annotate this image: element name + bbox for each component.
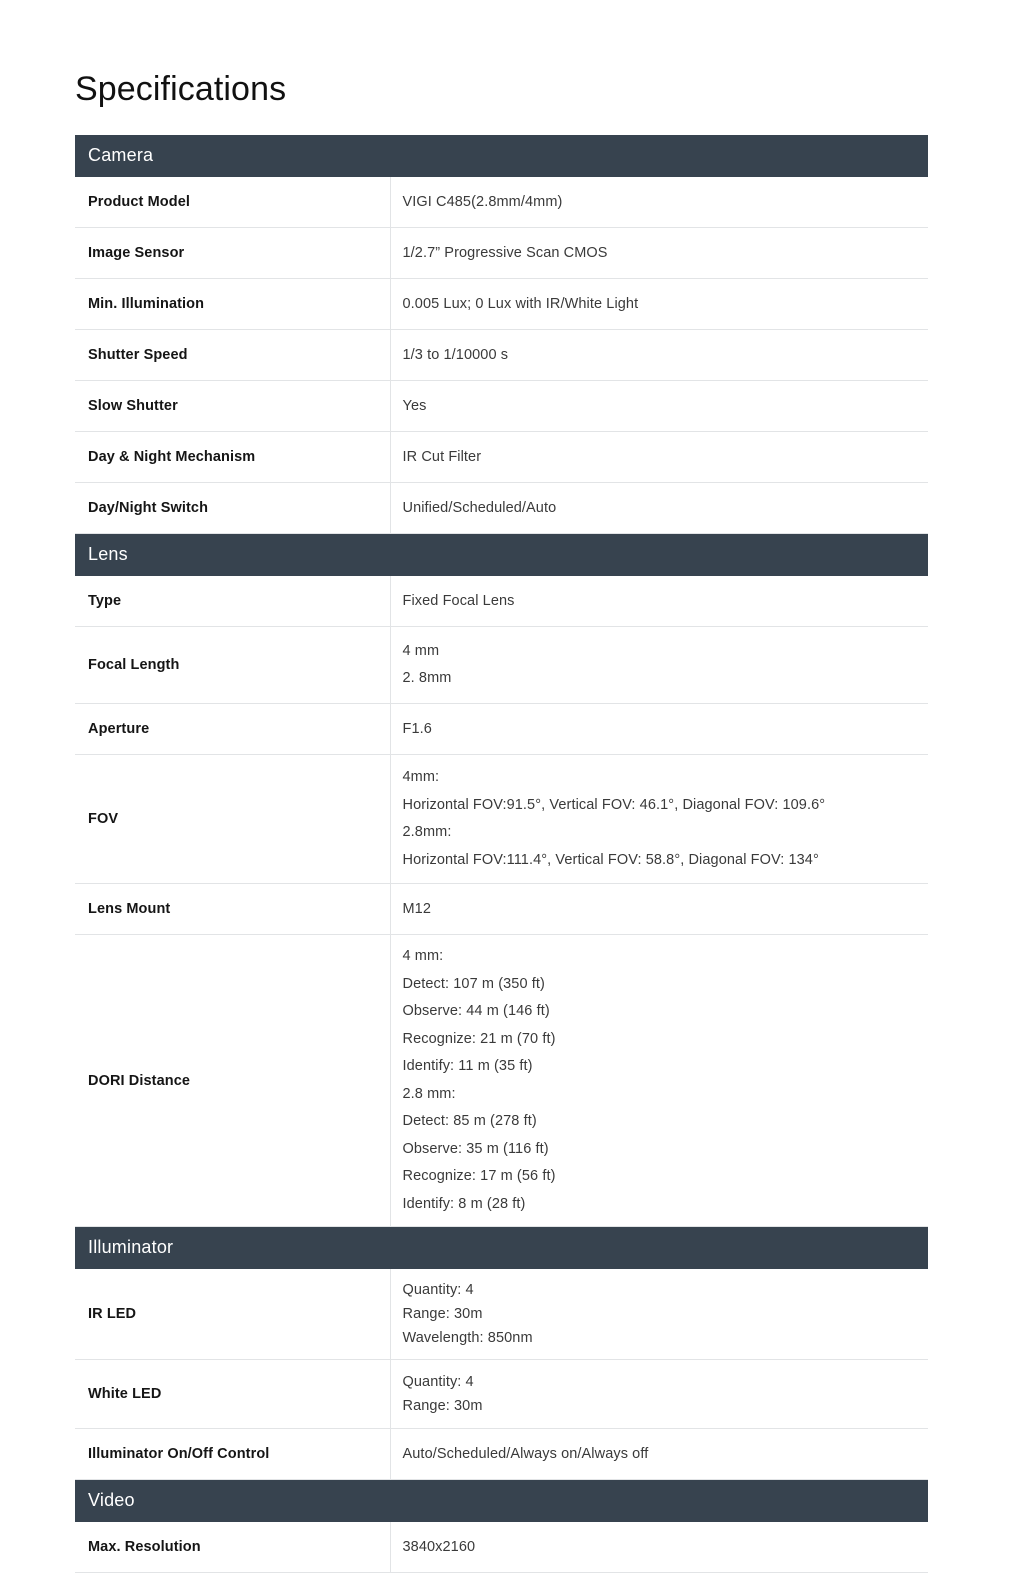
spec-label: Product Model (75, 177, 390, 228)
spec-value-line: Horizontal FOV:111.4°, Vertical FOV: 58.8°, Diagonal FOV: 134° (402, 851, 819, 868)
spec-row (75, 381, 928, 432)
spec-value: VIGI C485(2.8mm/4mm) (390, 177, 928, 228)
spec-value-lines (403, 1278, 919, 1350)
spec-row (75, 1522, 928, 1573)
spec-value-line: Observe: 35 m (116 ft) (402, 1140, 549, 1157)
spec-row (75, 627, 928, 704)
section-header-title: Camera (75, 135, 928, 177)
spec-row (75, 1429, 928, 1480)
spec-value: M12 (390, 884, 928, 935)
spec-label: Illuminator On/Off Control (75, 1429, 390, 1480)
spec-value-line: Detect: 85 m (278 ft) (402, 1113, 537, 1130)
spec-value: 1/3 to 1/10000 s (390, 330, 928, 381)
spec-value-line: Quantity: 4 (402, 1374, 474, 1391)
spec-value-lines (403, 943, 919, 1218)
section-header-title: Video (75, 1480, 928, 1523)
spec-value: Fixed Focal Lens (390, 576, 928, 627)
spec-value (390, 1360, 928, 1429)
spec-value-line: 2.8mm: (402, 824, 452, 841)
spec-value-lines (403, 638, 919, 693)
spec-label: FOV (75, 755, 390, 884)
spec-label: Day/Night Switch (75, 483, 390, 534)
spec-value: Unified/Scheduled/Auto (390, 483, 928, 534)
spec-value-line: 2.8 mm: (402, 1085, 456, 1102)
spec-row (75, 884, 928, 935)
spec-label: Min. Illumination (75, 279, 390, 330)
spec-value-line: 4 mm: (402, 948, 444, 965)
specifications-table (75, 135, 928, 1573)
spec-label: Max. Resolution (75, 1522, 390, 1573)
spec-label: IR LED (75, 1269, 390, 1360)
spec-value: Auto/Scheduled/Always on/Always off (390, 1429, 928, 1480)
spec-value-line: 4 mm (402, 642, 440, 659)
spec-value-line: Identify: 8 m (28 ft) (402, 1195, 526, 1212)
spec-label: Focal Length (75, 627, 390, 704)
spec-value: Yes (390, 381, 928, 432)
section-header-row (75, 534, 928, 577)
spec-row (75, 935, 928, 1227)
spec-row (75, 1269, 928, 1360)
spec-value-line: Observe: 44 m (146 ft) (402, 1003, 550, 1020)
spec-label: Slow Shutter (75, 381, 390, 432)
spec-row (75, 755, 928, 884)
spec-value-line: Quantity: 4 (402, 1282, 474, 1299)
spec-label: Lens Mount (75, 884, 390, 935)
section-header-row (75, 1480, 928, 1523)
section-header-title: Lens (75, 534, 928, 577)
section-header-title: Illuminator (75, 1227, 928, 1270)
spec-value-line: Detect: 107 m (350 ft) (402, 975, 545, 992)
spec-value-lines (403, 1370, 919, 1418)
spec-value: IR Cut Filter (390, 432, 928, 483)
spec-row (75, 432, 928, 483)
spec-label: Day & Night Mechanism (75, 432, 390, 483)
page-title: Specifications (75, 70, 287, 108)
spec-row (75, 228, 928, 279)
spec-value (390, 627, 928, 704)
spec-row (75, 177, 928, 228)
spec-row (75, 483, 928, 534)
spec-row (75, 576, 928, 627)
spec-value: F1.6 (390, 704, 928, 755)
spec-row (75, 704, 928, 755)
spec-value (390, 935, 928, 1227)
spec-label: DORI Distance (75, 935, 390, 1227)
spec-value-line: 2. 8mm (402, 670, 452, 687)
spec-label: Type (75, 576, 390, 627)
spec-value-line: Range: 30m (402, 1398, 483, 1415)
spec-value-line: Range: 30m (402, 1306, 483, 1323)
spec-row (75, 330, 928, 381)
section-header-row (75, 1227, 928, 1270)
spec-label: Image Sensor (75, 228, 390, 279)
spec-label: White LED (75, 1360, 390, 1429)
spec-value-line: Recognize: 21 m (70 ft) (402, 1030, 556, 1047)
spec-value (390, 1269, 928, 1360)
spec-value: 1/2.7” Progressive Scan CMOS (390, 228, 928, 279)
spec-value: 3840x2160 (390, 1522, 928, 1573)
spec-value-line: Recognize: 17 m (56 ft) (402, 1168, 556, 1185)
spec-value-lines (403, 764, 919, 874)
section-header-row (75, 135, 928, 177)
spec-value-line: 4mm: (402, 769, 440, 786)
spec-label: Shutter Speed (75, 330, 390, 381)
spec-value-line: Horizontal FOV:91.5°, Vertical FOV: 46.1°, Diagonal FOV: 109.6° (402, 796, 826, 813)
spec-value (390, 755, 928, 884)
spec-row (75, 1360, 928, 1429)
spec-row (75, 279, 928, 330)
spec-value: 0.005 Lux; 0 Lux with IR/White Light (390, 279, 928, 330)
spec-value-line: Identify: 11 m (35 ft) (402, 1058, 533, 1075)
spec-value-line: Wavelength: 850nm (402, 1330, 533, 1347)
specifications-table-body (75, 135, 928, 1573)
spec-label: Aperture (75, 704, 390, 755)
